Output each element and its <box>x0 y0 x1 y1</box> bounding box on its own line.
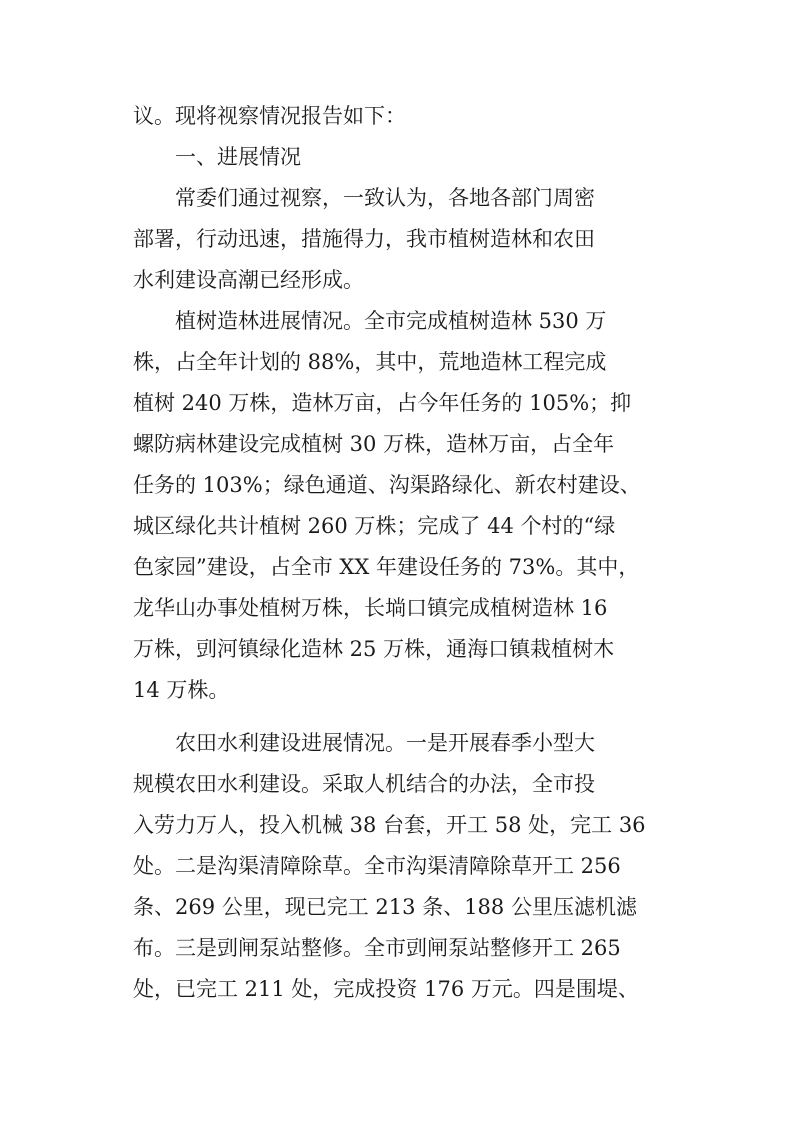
text-line: 龙华山办事处植树万株，长埫口镇完成植树造林 16 <box>133 596 608 620</box>
text-line: 植树 240 万株，造林万亩，占今年任务的 105%；抑 <box>133 391 632 415</box>
text-line: 布。三是剅闸泵站整修。全市剅闸泵站整修开工 265 <box>133 936 621 960</box>
text-line: 14 万株。 <box>133 678 230 702</box>
text-line: 处，已完工 211 处，完成投资 176 万元。四是围堤、 <box>133 977 639 1001</box>
text-line: 色家园”建设，占全市 XX 年建设任务的 73%。其中， <box>133 555 640 579</box>
text-line: 城区绿化共计植树 260 万株；完成了 44 个村的“绿 <box>133 514 616 538</box>
text-line: 处。二是沟渠清障除草。全市沟渠清障除草开工 256 <box>133 854 621 878</box>
text-line: 入劳力万人，投入机械 38 台套，开工 58 处，完工 36 <box>133 813 646 837</box>
text-line: 任务的 103%；绿色通道、沟渠路绿化、新农村建设、 <box>133 473 641 497</box>
text-line: 条、269 公里，现已完工 213 条、188 公里压滤机滤 <box>133 895 637 919</box>
text-line: 植树造林进展情况。全市完成植树造林 530 万 <box>175 309 607 333</box>
text-line: 螺防病林建设完成植树 30 万株，造林万亩，占全年 <box>133 432 615 456</box>
text-line: 规模农田水利建设。采取人机结合的办法，全市投 <box>133 772 595 796</box>
paragraph-gap <box>133 711 663 723</box>
text-line: 常委们通过视察，一致认为，各地各部门周密 <box>175 186 595 210</box>
text-line: 部署，行动迅速，措施得力，我市植树造林和农田 <box>133 227 595 251</box>
text-line: 株，占全年计划的 88%，其中，荒地造林工程完成 <box>133 350 607 374</box>
text-line: 农田水利建设进展情况。一是开展春季小型大 <box>175 731 595 755</box>
document-body <box>133 96 663 1010</box>
text-line: 万株，剅河镇绿化造林 25 万株，通海口镇栽植树木 <box>133 637 615 661</box>
text-line: 议。现将视察情况报告如下： <box>133 104 406 128</box>
section-heading: 一、进展情况 <box>175 145 301 169</box>
text-line: 水利建设高潮已经形成。 <box>133 268 364 292</box>
